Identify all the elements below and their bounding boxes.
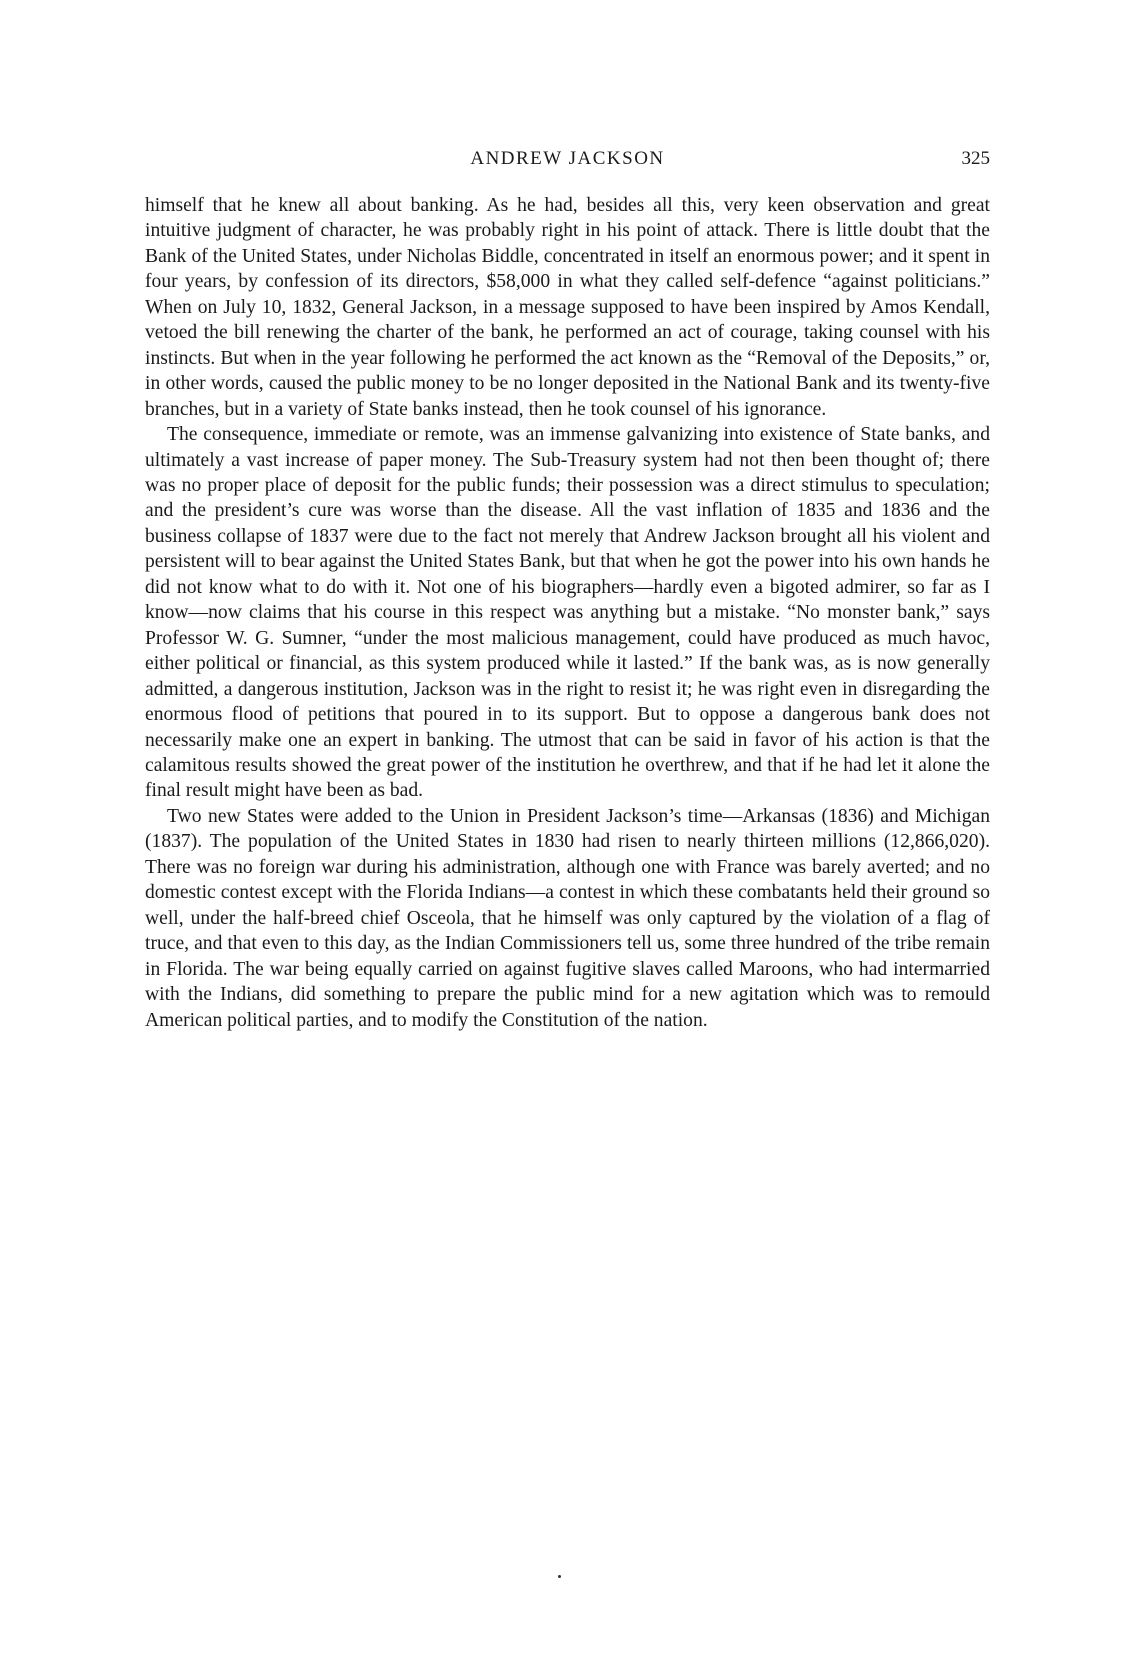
body-text	[145, 193, 990, 1033]
paragraph: himself that he knew all about banking. As he had, besides all this, very keen observation and great intuitive judgment of character, he was probably right in his point of attack. There is little doubt that the Bank of the United States, under Nicholas Biddle, concentrated in itself an enormous power; and it spent in four years, by confession of its directors, $58,000 in what they called self-defence “against politicians.” When on July 10, 1832, General Jackson, in a message supposed to have been inspired by Amos Kendall, vetoed the bill renewing the charter of the bank, he performed an act of courage, taking counsel with his instincts. But when in the year following he performed the act known as the “Removal of the Deposits,” or, in other words, caused the public money to be no longer deposited in the National Bank and its twenty-five branches, but in a variety of State banks instead, then he took counsel of his ignorance.	[145, 195, 990, 420]
page-number: 325	[961, 148, 990, 169]
running-title: ANDREW JACKSON	[470, 148, 665, 169]
paragraph: The consequence, immediate or remote, was an immense galvanizing into existence of State banks, and ultimately a vast increase of paper money. The Sub-Treasury system had not then been thought of; there was no proper place of deposit for the public funds; their possession was a direct stimulus to speculation; and the president’s cure was worse than the disease. All the vast inflation of 1835 and 1836 and the business collapse of 1837 were due to the fact not merely that Andrew Jackson brought all his violent and persistent will to bear against the United States Bank, but that when he got the power into his own hands he did not know what to do with it. Not one of his biographers—hardly even a bigoted admirer, so far as I know—now claims that his course in this respect was anything but a mistake. “No monster bank,” says Professor W. G. Sumner, “under the most malicious management, could have produced as much havoc, either political or financial, as this system produced while it lasted.” If the bank was, as is now generally admitted, a dangerous institution, Jackson was in the right to resist it; he was right even in disregarding the enormous flood of petitions that poured in to its support. But to oppose a dangerous bank does not necessarily make one an expert in banking. The utmost that can be said in favor of his action is that the calamitous results showed the great power of the institution he overthrew, and that if he had let it alone the final result might have been as bad.	[145, 424, 990, 802]
printer-mark	[558, 1575, 561, 1578]
running-head	[145, 148, 990, 178]
paragraph: Two new States were added to the Union in President Jackson’s time—Arkansas (1836) and Michigan (1837). The population of the United States in 1830 had risen to nearly thirteen millions (12,866,020). There was no foreign war during his administration, although one with France was barely averted; and no domestic contest except with the Florida Indians—a contest in which these combatants held their ground so well, under the half-breed chief Osceola, that he himself was only captured by the violation of a flag of truce, and that even to this day, as the Indian Commissioners tell us, some three hundred of the tribe remain in Florida. The war being equally carried on against fugitive slaves called Maroons, who had intermarried with the Indians, did something to prepare the public mind for a new agitation which was to remould American political parties, and to modify the Constitution of the nation.	[145, 805, 990, 1031]
